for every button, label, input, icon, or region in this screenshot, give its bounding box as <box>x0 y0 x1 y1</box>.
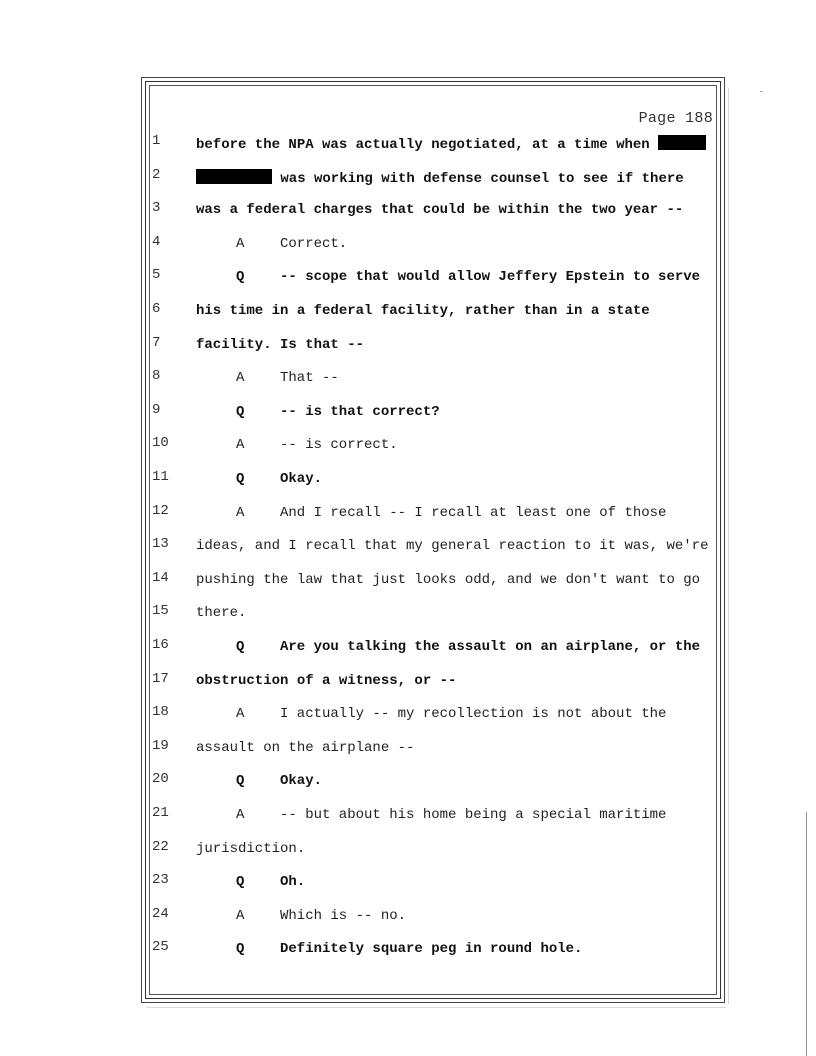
line-text-segment: -- scope that would allow Jeffery Epstein to serve <box>280 269 701 286</box>
transcript-line <box>0 335 816 355</box>
transcript-line <box>0 872 816 892</box>
line-text <box>280 807 666 823</box>
line-text-segment: there. <box>196 605 247 622</box>
line-number: 24 <box>152 905 169 922</box>
transcript-line <box>0 200 816 220</box>
line-text <box>280 874 305 890</box>
line-text <box>280 505 666 521</box>
line-text <box>196 303 650 319</box>
line-text-segment: -- but about his home being a special maritime <box>280 807 667 823</box>
transcript-line <box>0 771 816 791</box>
question-marker: Q <box>236 874 245 891</box>
line-text-segment: -- is correct. <box>280 437 398 454</box>
line-number: 19 <box>152 737 169 754</box>
line-number: 25 <box>152 939 169 956</box>
line-text <box>196 538 708 554</box>
line-text-segment: was a federal charges that could be within the two year -- <box>196 202 684 219</box>
line-text-segment: Which is -- no. <box>280 907 407 924</box>
line-number: 3 <box>152 200 161 217</box>
question-marker: Q <box>236 403 245 420</box>
line-text <box>196 169 684 187</box>
transcript-line <box>0 234 816 254</box>
transcript-line <box>0 402 816 422</box>
line-text <box>280 370 339 386</box>
redaction-block <box>196 169 272 184</box>
line-number: 1 <box>152 133 161 149</box>
line-text <box>280 269 700 285</box>
line-text-segment: his time in a federal facility, rather than in a state <box>196 303 650 319</box>
transcript-line <box>0 805 816 825</box>
line-text-segment: Oh. <box>280 874 306 891</box>
line-text <box>280 908 406 924</box>
line-number: 23 <box>152 872 169 889</box>
transcript-line <box>0 906 816 926</box>
transcript-line <box>0 301 816 321</box>
answer-marker: A <box>236 235 245 252</box>
line-text <box>280 404 440 420</box>
line-text-segment: That -- <box>280 370 339 387</box>
line-text <box>196 337 364 353</box>
line-text-segment: before the NPA was actually negotiated, at a time when <box>196 137 659 153</box>
transcript-line <box>0 469 816 489</box>
answer-marker: A <box>236 504 245 521</box>
line-text <box>280 706 666 722</box>
transcript-line <box>0 637 816 657</box>
line-text <box>280 437 398 453</box>
transcript-line <box>0 939 816 959</box>
line-number: 8 <box>152 368 161 385</box>
line-number: 17 <box>152 670 169 687</box>
line-number: 10 <box>152 435 169 452</box>
line-text-segment: was working with defense counsel to see if there <box>272 170 684 187</box>
line-text <box>280 236 347 252</box>
line-number: 4 <box>152 233 161 250</box>
line-text-segment: obstruction of a witness, or -- <box>196 672 457 689</box>
line-text <box>280 471 322 487</box>
line-number: 6 <box>152 301 161 317</box>
scan-edge-bottom <box>146 1007 726 1008</box>
line-number: 21 <box>152 805 169 821</box>
line-text <box>196 202 683 218</box>
transcript-line <box>0 167 816 187</box>
transcript-line <box>0 704 816 724</box>
line-text <box>196 572 700 588</box>
answer-marker: A <box>236 706 245 723</box>
line-text <box>280 639 700 655</box>
answer-marker: A <box>236 437 245 454</box>
page-number: Page 188 <box>638 110 713 127</box>
line-text <box>196 605 246 621</box>
transcript-line <box>0 435 816 455</box>
question-marker: Q <box>236 269 245 286</box>
line-number: 11 <box>152 469 169 485</box>
line-number: 2 <box>152 166 161 183</box>
transcript-line <box>0 603 816 623</box>
transcript-line <box>0 570 816 590</box>
line-number: 22 <box>152 838 169 855</box>
line-text-segment: Okay. <box>280 773 323 790</box>
transcript-line <box>0 738 816 758</box>
line-text <box>280 773 322 789</box>
line-text <box>196 740 414 756</box>
answer-marker: A <box>236 807 245 823</box>
line-number: 15 <box>152 603 169 620</box>
line-text-segment: And I recall -- I recall at least one of those <box>280 504 667 521</box>
transcript-line <box>0 368 816 388</box>
question-marker: Q <box>236 941 245 958</box>
question-marker: Q <box>236 471 245 487</box>
line-text <box>280 941 582 957</box>
redaction-block <box>658 135 706 150</box>
transcript-line <box>0 536 816 556</box>
line-number: 7 <box>152 334 161 351</box>
line-text-segment: facility. Is that -- <box>196 336 365 353</box>
transcript-line <box>0 839 816 859</box>
line-text-segment: Definitely square peg in round hole. <box>280 941 583 958</box>
line-number: 13 <box>152 536 169 553</box>
line-number: 18 <box>152 704 169 721</box>
line-text <box>196 841 305 857</box>
transcript-line <box>0 503 816 523</box>
question-marker: Q <box>236 773 245 790</box>
line-number: 16 <box>152 637 169 653</box>
question-marker: Q <box>236 639 245 655</box>
line-number: 20 <box>152 771 169 788</box>
line-text-segment: I actually -- my recollection is not about the <box>280 706 667 723</box>
line-text <box>196 673 456 689</box>
line-text <box>196 135 706 153</box>
line-text-segment: pushing the law that just looks odd, and we don't want to go <box>196 571 701 588</box>
line-text-segment: ideas, and I recall that my general reaction to it was, we're <box>196 538 709 555</box>
line-text-segment: Correct. <box>280 235 348 252</box>
line-text-segment: jurisdiction. <box>196 840 306 857</box>
transcript-line <box>0 671 816 691</box>
line-number: 9 <box>152 401 161 418</box>
line-text-segment: -- is that correct? <box>280 403 440 420</box>
transcript-line <box>0 133 816 153</box>
transcript-line <box>0 267 816 287</box>
line-number: 14 <box>152 569 169 586</box>
line-text-segment: Are you talking the assault on an airplane, or the <box>280 639 701 655</box>
line-number: 5 <box>152 267 161 284</box>
answer-marker: A <box>236 370 245 387</box>
answer-marker: A <box>236 907 245 924</box>
line-text-segment: assault on the airplane -- <box>196 739 415 756</box>
line-number: 12 <box>152 502 169 519</box>
scan-artifact-dot <box>760 91 762 92</box>
line-text-segment: Okay. <box>280 471 323 487</box>
